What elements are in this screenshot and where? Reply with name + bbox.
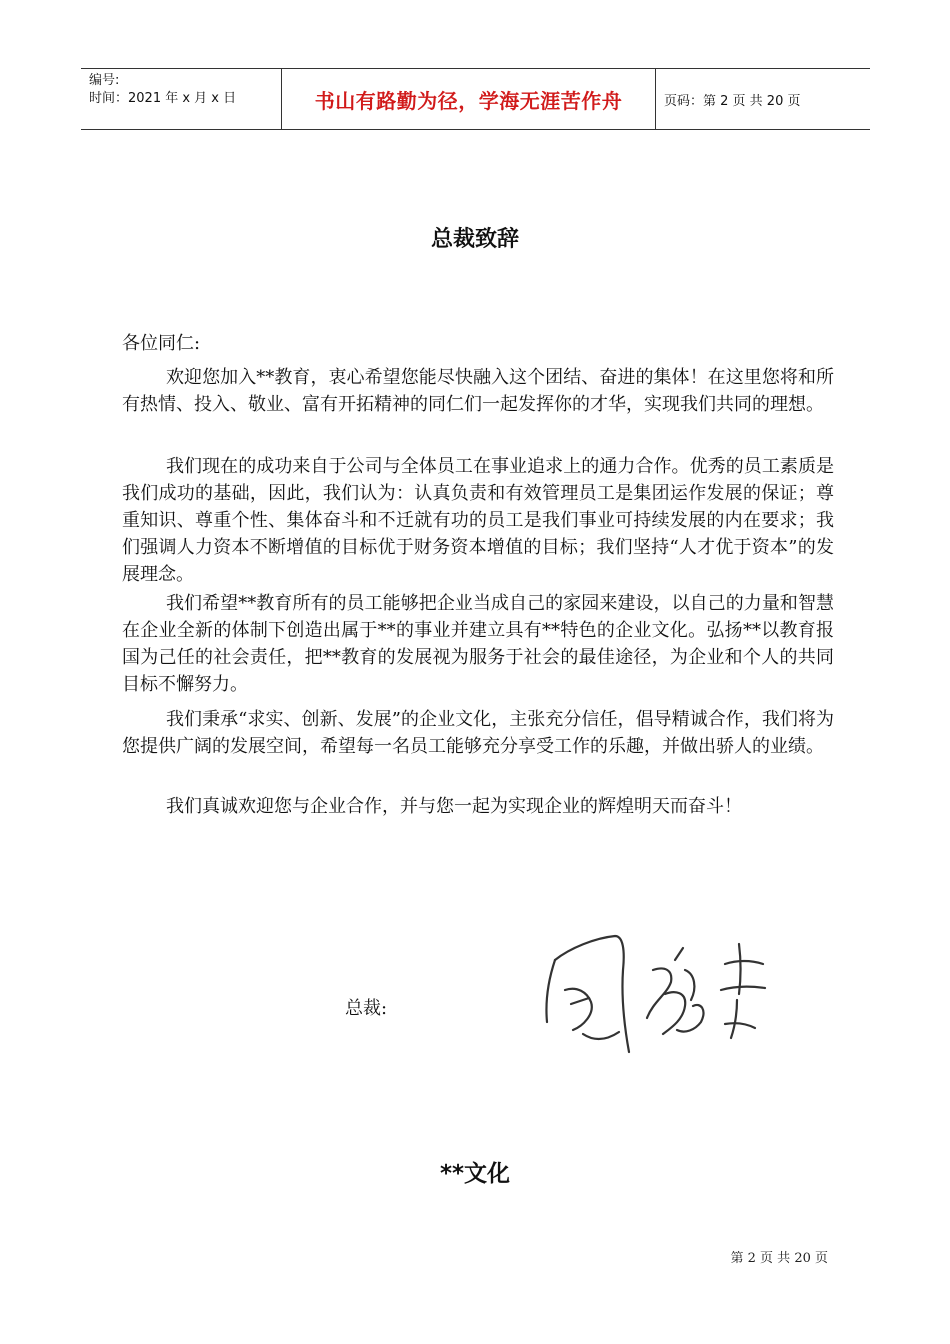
salutation: 各位同仁: bbox=[122, 333, 201, 354]
signature-label: 总裁: bbox=[345, 998, 388, 1019]
header-motto: 书山有路勤为径，学海无涯苦作舟 bbox=[314, 88, 623, 113]
header-motto-cell bbox=[281, 69, 656, 129]
handwritten-signature bbox=[525, 930, 775, 1060]
header-meta bbox=[81, 69, 281, 129]
paragraph-1: 欢迎您加入**教育，衷心希望您能尽快融入这个团结、奋进的集体！在这里您将和所有热情、投入、敬业、富有开拓精神的同仁们一起发挥你的才华，实现我们共同的理想。 bbox=[122, 367, 834, 415]
header-page-cell bbox=[656, 69, 870, 129]
paragraph-2: 我们现在的成功来自于公司与全体员工在事业追求上的通力合作。优秀的员工素质是我们成功的基础，因此，我们认为：认真负责和有效管理员工是集团运作发展的保证；尊重知识、尊重个性、集体奋斗和不迁就有功的员工是我们事业可持续发展的内在要求；我们强调人力资本不断增值的目标优于财务资本增值的目标；我们坚持“人才优于资本”的发展理念。 bbox=[122, 456, 834, 585]
page-footer: 第 2 页 共 20 页 bbox=[730, 1251, 828, 1266]
section-title: **文化 bbox=[439, 1161, 511, 1187]
page-header bbox=[81, 68, 870, 130]
header-page-info: 页码：第 2 页 共 20 页 bbox=[664, 93, 801, 109]
paragraph-5: 我们真诚欢迎您与企业合作，并与您一起为实现企业的辉煌明天而奋斗！ bbox=[166, 796, 742, 817]
paragraph-3: 我们希望**教育所有的员工能够把企业当成自己的家园来建设，以自己的力量和智慧在企业全新的体制下创造出属于**的事业并建立具有**特色的企业文化。弘扬**以教育报国为己任的社会责任，把**教育的发展视为服务于社会的最佳途径，为企业和个人的共同目标不懈努力。 bbox=[122, 593, 834, 695]
paragraph-4: 我们秉承“求实、创新、发展”的企业文化，主张充分信任，倡导精诚合作，我们将为您提供广阔的发展空间，希望每一名员工能够充分享受工作的乐趣，并做出骄人的业绩。 bbox=[122, 709, 834, 757]
header-number: 编号: bbox=[89, 73, 120, 88]
page-title: 总裁致辞 bbox=[430, 227, 519, 252]
header-date: 时间：2021 年 x 月 x 日 bbox=[89, 91, 237, 106]
